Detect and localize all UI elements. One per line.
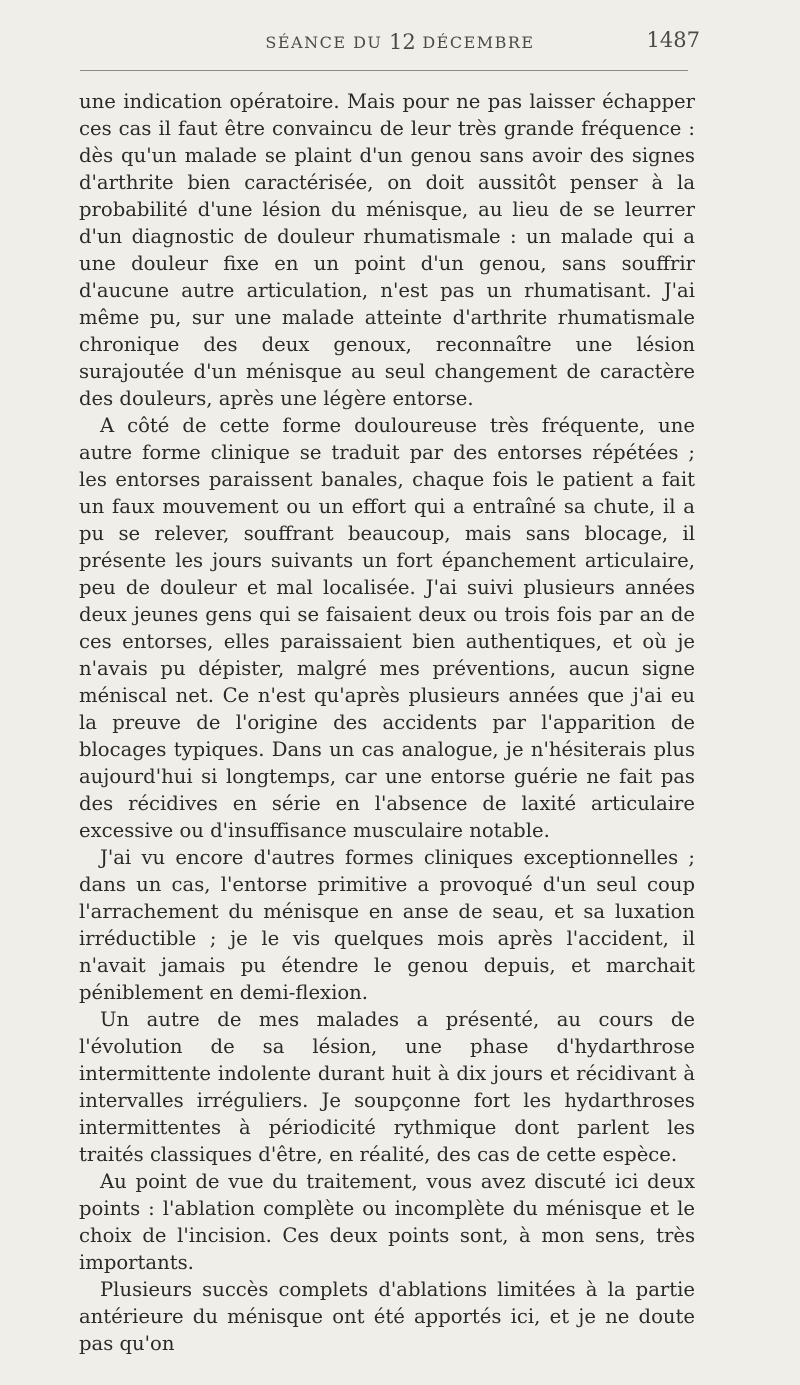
title-prefix: SÉANCE DU [265, 33, 383, 52]
page-number: 1487 [646, 28, 700, 52]
paragraph-1: une indication opératoire. Mais pour ne pas laisser échapper ces cas il faut être convaincu de leur très grande fréquence : dès qu'un malade se plaint d'un genou sans avoir des signes d'arthrite bien caractérisée, on doit aussitôt penser à la probabilité d'une lésion du ménisque, au lieu de se leurrer d'un diagnostic de douleur rhumatismale : un malade qui a une douleur fixe en un point d'un genou, sans souffrir d'aucune autre articulation, n'est pas un rhumatisant. J'ai même pu, sur une malade atteinte d'arthrite rhumatismale chronique des deux genoux, reconnaître une lésion surajoutée d'un ménisque au seul changement de caractère des douleurs, après une légère entorse. [79, 90, 695, 410]
body-text [79, 88, 695, 1357]
header-divider [80, 70, 688, 71]
title-suffix: DÉCEMBRE [422, 33, 535, 52]
paragraph-3: J'ai vu encore d'autres formes cliniques exceptionnelles ; dans un cas, l'entorse primitive a provoqué d'un seul coup l'arrachement du ménisque en anse de seau, et sa luxation irréductible ; je le vis quelques mois après l'accident, il n'avait jamais pu étendre le genou depuis, et marchait péniblement en demi-flexion. [79, 846, 695, 1004]
paragraph-5: Au point de vue du traitement, vous avez discuté ici deux points : l'ablation complète ou incomplète du ménisque et le choix de l'incision. Ces deux points sont, à mon sens, très importants. [79, 1170, 695, 1274]
paragraph-4: Un autre de mes malades a présenté, au cours de l'évolution de sa lésion, une phase d'hydarthrose intermittente indolente durant huit à dix jours et récidivant à intervalles irréguliers. Je soupçonne fort les hydarthroses intermittentes à périodicité rythmique dont parlent les traités classiques d'être, en réalité, des cas de cette espèce. [79, 1008, 695, 1166]
paragraph-6: Plusieurs succès complets d'ablations limitées à la partie antérieure du ménisque ont été apportés ici, et je ne doute pas qu'on [79, 1278, 695, 1355]
paragraph-2: A côté de cette forme douloureuse très fréquente, une autre forme clinique se traduit par des entorses répétées ; les entorses paraissent banales, chaque fois le patient a fait un faux mouvement ou un effort qui a entraîné sa chute, il a pu se relever, souffrant beaucoup, mais sans blocage, il présente les jours suivants un fort épanchement articulaire, peu de douleur et mal localisée. J'ai suivi plusieurs années deux jeunes gens qui se faisaient deux ou trois fois par an de ces entorses, elles paraissaient bien authentiques, et où je n'avais pu dépister, malgré mes préventions, aucun signe méniscal net. Ce n'est qu'après plusieurs années que j'ai eu la preuve de l'origine des accidents par l'apparition de blocages typiques. Dans un cas analogue, je n'hésiterais plus aujourd'hui si longtemps, car une entorse guérie ne fait pas des récidives en série en l'absence de laxité articulaire excessive ou d'insuffisance musculaire notable. [79, 414, 695, 842]
title-day: 12 [388, 30, 416, 54]
running-header [0, 30, 800, 60]
